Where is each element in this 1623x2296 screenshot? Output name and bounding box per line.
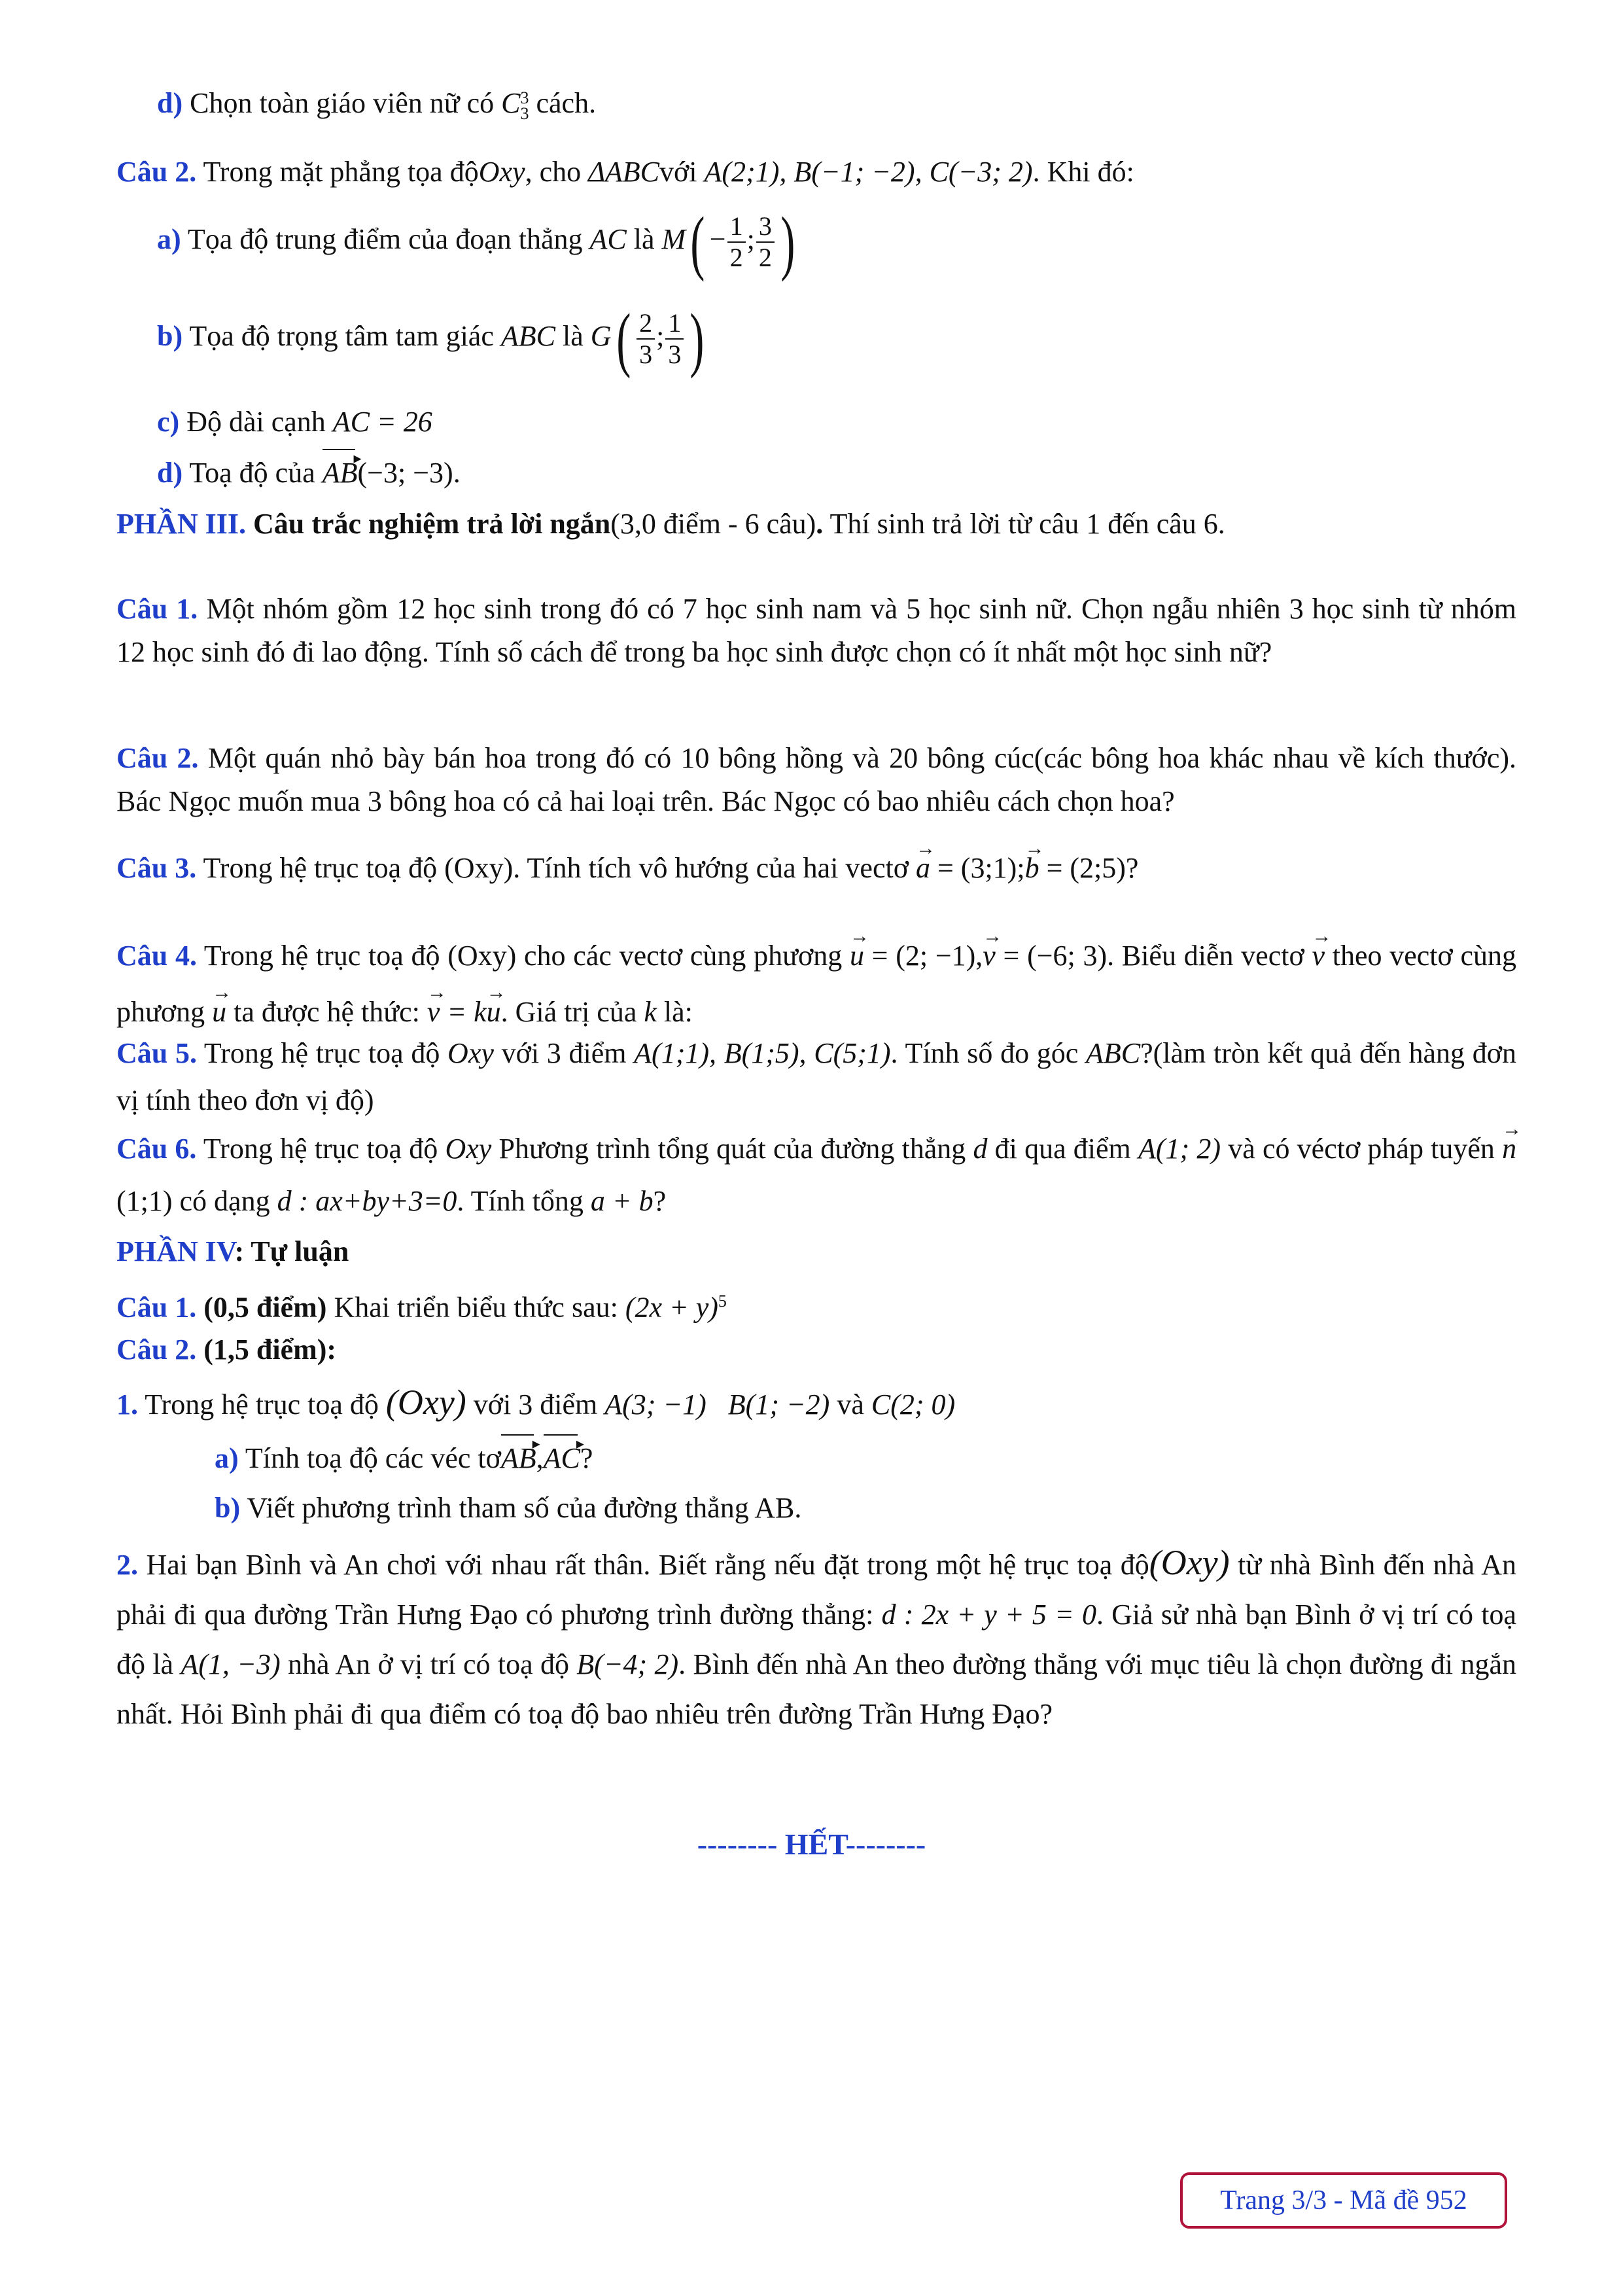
option-text: Tọa độ trọng tâm tam giác: [189, 320, 494, 353]
part4-heading: [116, 1230, 1516, 1273]
question-text: Trong hệ trục toạ độ (Oxy) cho các vectơ cùng phương: [203, 940, 843, 972]
option-text: Độ dài cạnh: [186, 406, 326, 438]
oxy-symbol: Oxy: [478, 156, 525, 188]
oxy-symbol: (Oxy): [1149, 1543, 1230, 1582]
question-label: Câu 2.: [116, 156, 197, 188]
question-points: (1,5 điểm):: [203, 1333, 337, 1366]
normal-vector: → n: [1502, 1123, 1516, 1175]
angle-name: ABC: [1086, 1037, 1141, 1069]
part3-heading: [116, 503, 1516, 546]
question-label: Câu 6.: [116, 1133, 197, 1165]
vector-a: → a: [916, 847, 930, 890]
option-label: a): [157, 223, 181, 256]
point-name: G: [590, 320, 612, 353]
vector-v: → v: [427, 984, 440, 1040]
option-label: c): [157, 406, 180, 438]
vector-u: → u: [850, 928, 864, 984]
part4-item-1a: [215, 1437, 1614, 1480]
item-text: Trong hệ trục toạ độ: [145, 1388, 379, 1421]
option-label: d): [157, 457, 183, 489]
question-text-6: . Tính tổng: [457, 1185, 584, 1217]
q2-option-c: [157, 400, 1557, 444]
vector-u: → u: [487, 984, 501, 1040]
page-footer: [1180, 2172, 1507, 2229]
question-text-2: . Biểu diễn vectơ: [1107, 940, 1304, 972]
fraction: $\frac{1}{3}$: [665, 308, 684, 370]
q2-option-a: a) Tọa độ trung điểm của đoạn thẳng AC là M( − $\frac{1}{2}$ ; $\frac{3}{2}$ ): [157, 202, 795, 282]
question-text-4: ta được hệ thức:: [234, 996, 420, 1028]
part4-item-2: [116, 1538, 1516, 1739]
option-label: b): [157, 320, 183, 353]
question-text-3: theo vectơ cùng phương: [116, 940, 1516, 1028]
question-label: Câu 4.: [116, 940, 197, 972]
question-text: Trong mặt phẳng tọa độ: [203, 156, 479, 188]
part4-item-1b: [215, 1487, 1614, 1530]
fraction: $\frac{2}{3}$: [637, 308, 655, 370]
triangle-symbol: ΔABC: [588, 156, 660, 188]
section-title: : Tự luận: [234, 1235, 349, 1267]
part3-question-4: [116, 928, 1516, 1040]
part3-question-5: [116, 1030, 1516, 1124]
part3-question-6: [116, 1123, 1516, 1227]
q2-option-b: b) Tọa độ trọng tâm tam giác ABC là G( $\frac{2}{3}$ ; $\frac{1}{3}$ ): [157, 299, 705, 379]
normal-vector-value: (1;1): [116, 1185, 173, 1217]
combination-symbol: C 3 3: [501, 87, 529, 123]
line-equation: d : ax+by+3=0: [277, 1185, 457, 1217]
question-label: Câu 2.: [116, 742, 199, 774]
vector-u-value: = (2; −1),: [864, 940, 983, 972]
vector-v: → v: [983, 928, 996, 984]
question-text-3: với: [659, 156, 697, 188]
item-text-5: . Bình đến nhà An theo đường thẳng với mục tiêu là chọn đường đi ngắn nhất. Hỏi Bình phải đi qua điểm có toạ độ bao nhiêu trên đường Trần Hưng Đạo?: [116, 1648, 1516, 1730]
minus-sign: −: [709, 223, 726, 256]
q1-option-d: [157, 82, 1557, 125]
section-note: Thí sinh trả lời từ câu 1 đến câu 6.: [829, 508, 1225, 540]
question-points: (0,5 điểm): [203, 1291, 327, 1324]
section-title: Câu trắc nghiệm trả lời ngắn: [253, 508, 611, 540]
part4-item-1: [116, 1381, 1516, 1426]
question-label: Câu 2.: [116, 1333, 197, 1366]
question-text: Khai triển biểu thức sau:: [334, 1291, 618, 1324]
vector-v: → v: [1312, 928, 1325, 984]
point-c: C(2; 0): [871, 1388, 956, 1421]
triangle-name: ABC: [500, 320, 555, 353]
item-text-3: . Giả sử nhà bạn Bình ở vị trí có toạ độ là: [116, 1598, 1516, 1680]
question-text-3: đi qua điểm: [994, 1133, 1131, 1165]
question-text: Trong hệ trục toạ độ: [203, 1133, 438, 1165]
subitem-label: b): [215, 1492, 241, 1524]
subitem-text: Tính toạ độ các véc tơ: [245, 1442, 501, 1474]
question-text-4: ?(làm tròn kết quả đến hàng đơn vị tính theo đơn vị độ): [116, 1037, 1516, 1116]
vector-v-value: = (−6; 3): [995, 940, 1108, 972]
option-tail: .: [453, 457, 461, 489]
subitem-tail: ?: [580, 1442, 593, 1474]
sum-expression: a + b: [590, 1185, 654, 1217]
vector-ab: AB ▸: [501, 1437, 536, 1480]
point-b: B(−4; 2): [576, 1648, 679, 1680]
end-marker: -------- HẾT--------: [697, 1828, 926, 1861]
point-value: A(1; 2): [1138, 1133, 1221, 1165]
right-paren-icon: ): [689, 299, 705, 379]
option-is: là: [633, 223, 655, 256]
question-tail: . Khi đó:: [1032, 156, 1134, 188]
question-tail: ?: [653, 1185, 667, 1217]
question-text-2: với 3 điểm: [501, 1037, 627, 1069]
fraction: $\frac{1}{2}$: [727, 211, 746, 273]
vector-symbol: AB ▸: [323, 451, 358, 495]
expression: (2x + y): [625, 1291, 718, 1324]
section-number: PHẦN III.: [116, 508, 247, 540]
subitem-text: Viết phương trình tham số của đường thẳng AB.: [247, 1492, 802, 1524]
part3-question-2: [116, 737, 1516, 823]
point-a: A(1, −3): [181, 1648, 281, 1680]
vector-a-value: = (3;1);: [930, 852, 1025, 884]
item-text-2: với 3 điểm: [473, 1388, 598, 1421]
points-list: A(2;1), B(−1; −2), C(−3; 2): [704, 156, 1033, 188]
equation-part: = k: [440, 996, 487, 1028]
question-text: Trong hệ trục toạ độ: [203, 1037, 440, 1069]
expression: AC = 26: [332, 406, 432, 438]
item-text: Hai bạn Bình và An chơi với nhau rất thân. Biết rằng nếu đặt trong một hệ trục toạ độ: [146, 1549, 1149, 1581]
oxy-symbol: (Oxy): [385, 1383, 466, 1422]
question-tail: ?: [1125, 852, 1139, 884]
question-text: Trong hệ trục toạ độ (Oxy). Tính tích vô hướng của hai vectơ: [203, 852, 909, 884]
points-list: A(3; −1) B(1; −2): [604, 1388, 830, 1421]
oxy-symbol: Oxy: [447, 1037, 494, 1069]
item-label: 1.: [116, 1388, 138, 1421]
question-text-3: . Tính số đo góc: [890, 1037, 1079, 1069]
question-text-6: là:: [663, 996, 693, 1028]
question-text: Một quán nhỏ bày bán hoa trong đó có 10 bông hồng và 20 bông cúc(các bông hoa khác nhau về kích thước). Bác Ngọc muốn mua 3 bông hoa có cả hai loại trên. Bác Ngọc có bao nhiêu cách chọn hoa?: [116, 742, 1516, 817]
question-text-2: Phương trình tổng quát của đường thẳng: [498, 1133, 966, 1165]
vector-b-value: = (2;5): [1039, 852, 1126, 884]
item-text-2: từ nhà Bình đến nhà An phải đi qua đường Trần Hưng Đạo có phương trình đường thẳng:: [116, 1549, 1516, 1631]
question-text-4: và có véctơ pháp tuyến: [1228, 1133, 1495, 1165]
subitem-label: a): [215, 1442, 239, 1474]
question-text-2: , cho: [525, 156, 582, 188]
part3-question-1: [116, 588, 1516, 674]
line-equation: d : 2x + y + 5 = 0: [881, 1598, 1096, 1631]
question-label: Câu 1.: [116, 1291, 197, 1324]
right-paren-icon: ): [780, 202, 795, 282]
section-number: PHẦN IV: [116, 1235, 235, 1267]
part4-question-1: [116, 1280, 1516, 1330]
line-name: d: [973, 1133, 988, 1165]
variable-k: k: [644, 996, 657, 1028]
segment-name: AC: [589, 223, 627, 256]
option-text: Tọa độ trung điểm của đoạn thẳng: [187, 223, 583, 256]
option-is: là: [562, 320, 584, 353]
option-text: Chọn toàn giáo viên nữ có: [190, 87, 495, 119]
left-paren-icon: (: [616, 299, 631, 379]
section-dot: .: [816, 508, 824, 540]
section-points: (3,0 điểm - 6 câu): [610, 508, 816, 540]
question-text-5: có dạng: [179, 1185, 270, 1217]
exponent: 5: [718, 1292, 727, 1311]
vector-u: → u: [212, 984, 226, 1040]
point-name: M: [661, 223, 686, 256]
q2-option-d: [157, 451, 1557, 495]
question-text-5: . Giá trị của: [500, 996, 637, 1028]
option-label: d): [157, 87, 183, 119]
question-text: Một nhóm gồm 12 học sinh trong đó có 7 học sinh nam và 5 học sinh nữ. Chọn ngẫu nhiên 3 học sinh từ nhóm 12 học sinh đó đi lao động. Tính số cách để trong ba học sinh được chọn có ít nhất một học sinh nữ?: [116, 593, 1517, 668]
part4-question-2: [116, 1328, 1516, 1371]
fraction: $\frac{3}{2}$: [756, 211, 775, 273]
points-list: A(1;1), B(1;5), C(5;1): [634, 1037, 891, 1069]
question-label: Câu 5.: [116, 1037, 197, 1069]
question-label: Câu 1.: [116, 593, 198, 625]
question-label: Câu 3.: [116, 852, 197, 884]
part2-question-2: [116, 150, 1516, 194]
oxy-symbol: Oxy: [445, 1133, 492, 1165]
left-paren-icon: (: [690, 202, 705, 282]
footer-text: Trang 3/3 - Mã đề 952: [1220, 2185, 1467, 2216]
option-text: Toạ độ của: [189, 457, 315, 489]
vector-ac: AC ▸: [544, 1437, 580, 1480]
item-label: 2.: [116, 1549, 138, 1581]
comma: ,: [536, 1442, 544, 1474]
vector-b: → b: [1025, 847, 1039, 890]
item-and: và: [837, 1388, 864, 1421]
option-tail: cách.: [536, 87, 597, 119]
part3-question-3: [116, 847, 1516, 890]
item-text-4: nhà An ở vị trí có toạ độ: [287, 1648, 569, 1680]
vector-value: (−3; −3): [357, 457, 453, 489]
